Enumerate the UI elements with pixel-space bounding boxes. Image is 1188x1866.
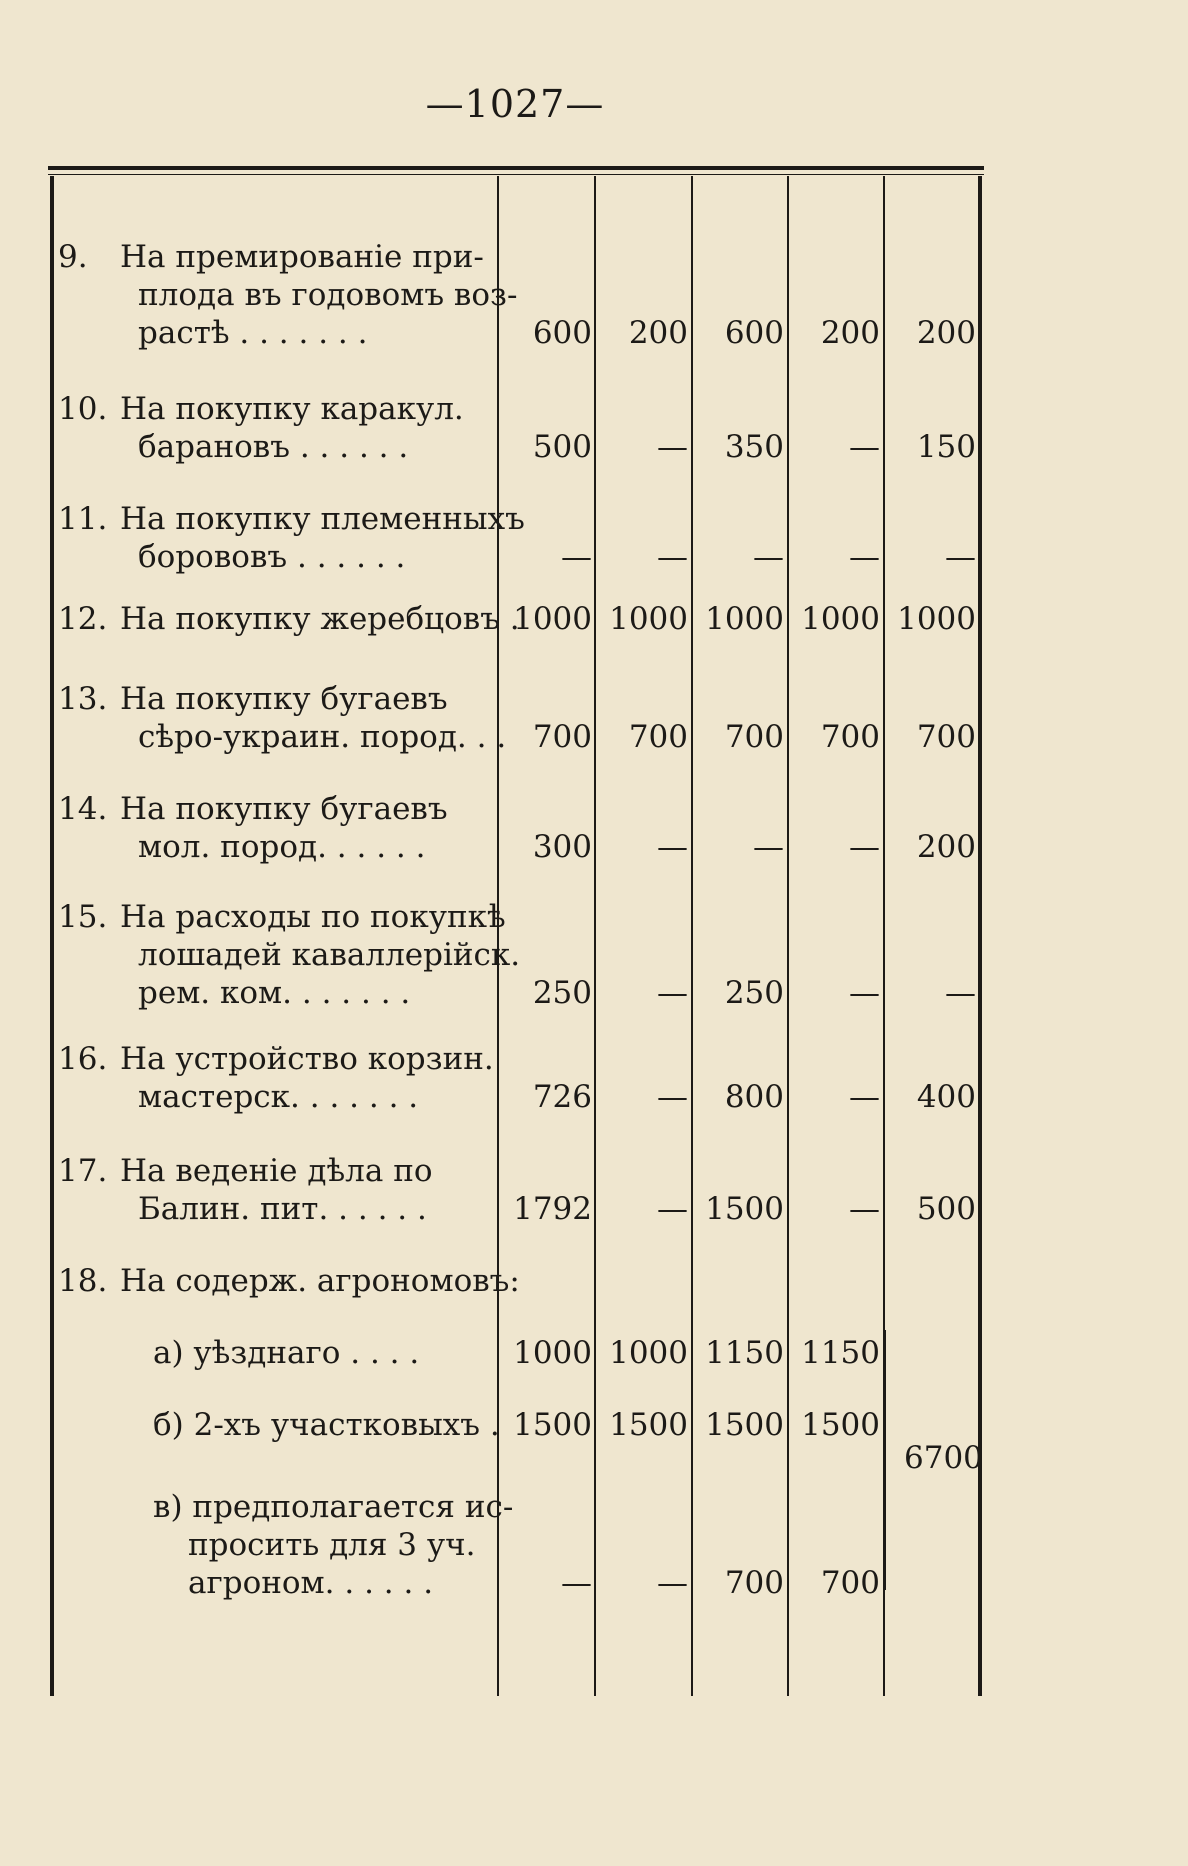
row-description xyxy=(58,790,478,866)
value-cell: 1000 xyxy=(513,601,592,637)
value-cell: — xyxy=(849,1079,880,1115)
page-number: —1027— xyxy=(425,82,605,126)
value-cell: 700 xyxy=(820,719,880,755)
value-cell: 1500 xyxy=(705,1191,784,1227)
value-cell: 400 xyxy=(916,1079,976,1115)
value-cell: 600 xyxy=(724,315,784,351)
value-cell: 250 xyxy=(532,975,592,1011)
value-cell: 700 xyxy=(916,719,976,755)
column-divider xyxy=(691,176,693,1696)
table-top-rule xyxy=(48,166,984,170)
row-number: 16. xyxy=(58,1041,108,1077)
row-text: На премированіе при- xyxy=(120,239,484,275)
value-cell: — xyxy=(945,975,976,1011)
row-text: На устройство корзин. xyxy=(120,1041,494,1077)
value-cell: — xyxy=(945,539,976,575)
subrow-description xyxy=(58,1406,500,1444)
row-description xyxy=(58,1262,520,1300)
row-number: 15. xyxy=(58,899,108,935)
value-cell: 1500 xyxy=(801,1407,880,1443)
row-first-line xyxy=(58,680,478,718)
value-cell: 1000 xyxy=(705,601,784,637)
value-cell: 700 xyxy=(724,1565,784,1601)
value-cell: 1000 xyxy=(801,601,880,637)
value-cell: — xyxy=(657,539,688,575)
value-cell: 700 xyxy=(532,719,592,755)
value-cell: 1792 xyxy=(513,1191,592,1227)
value-cell: 700 xyxy=(820,1565,880,1601)
value-cell: 1000 xyxy=(513,1335,592,1371)
value-cell: — xyxy=(657,1079,688,1115)
row-number: 17. xyxy=(58,1153,108,1189)
value-cell: 1500 xyxy=(705,1407,784,1443)
row-description xyxy=(58,680,507,756)
row-first-line xyxy=(58,1152,478,1190)
value-cell: 250 xyxy=(724,975,784,1011)
row-number: 13. xyxy=(58,681,108,717)
value-cell: 200 xyxy=(916,829,976,865)
row-text-continued: плода въ годовомъ воз- xyxy=(138,277,518,313)
row-first-line xyxy=(58,898,506,936)
value-cell: — xyxy=(657,975,688,1011)
value-cell: — xyxy=(849,1191,880,1227)
subrow-text: а) уѣзднаго . . . . xyxy=(153,1335,420,1371)
subrow-text: б) 2-хъ участковыхъ . xyxy=(153,1407,500,1443)
value-cell: 700 xyxy=(724,719,784,755)
value-cell: 600 xyxy=(532,315,592,351)
row-first-line xyxy=(58,238,484,276)
row-text: На содерж. агрономовъ: xyxy=(120,1263,520,1299)
subtotal-value: 6700 xyxy=(904,1440,983,1476)
value-cell: 1150 xyxy=(705,1335,784,1371)
row-first-line xyxy=(58,790,478,828)
row-description xyxy=(58,238,518,352)
row-text-continued: барановъ . . . . . . xyxy=(138,429,409,465)
row-text-continued: растѣ . . . . . . . xyxy=(138,315,368,351)
row-text-continued: Балин. пит. . . . . . xyxy=(138,1191,427,1227)
value-cell: 200 xyxy=(916,315,976,351)
row-text-continued: мол. пород. . . . . . xyxy=(138,829,426,865)
value-cell: 1000 xyxy=(609,601,688,637)
value-cell: — xyxy=(657,829,688,865)
value-cell: 300 xyxy=(532,829,592,865)
row-text-continued: сѣро-украин. пород. . . xyxy=(138,719,507,755)
value-cell: 500 xyxy=(916,1191,976,1227)
row-first-line xyxy=(58,1040,494,1078)
row-first-line xyxy=(58,1262,520,1300)
value-cell: 1000 xyxy=(609,1335,688,1371)
row-description xyxy=(58,500,525,576)
value-cell: 1500 xyxy=(513,1407,592,1443)
subrow-text: просить для 3 уч. xyxy=(188,1527,476,1563)
subrow-description xyxy=(58,1488,514,1602)
value-cell: 800 xyxy=(724,1079,784,1115)
subrow-description xyxy=(58,1334,478,1372)
row-number: 11. xyxy=(58,501,108,537)
row-text: На покупку жеребцовъ . xyxy=(120,601,520,637)
value-cell: 1000 xyxy=(897,601,976,637)
value-cell: — xyxy=(753,829,784,865)
row-number: 10. xyxy=(58,391,108,427)
value-cell: 500 xyxy=(532,429,592,465)
row-description xyxy=(58,600,520,638)
row-first-line xyxy=(58,600,520,638)
value-cell: 1150 xyxy=(801,1335,880,1371)
row-number: 9. xyxy=(58,239,88,275)
value-cell: 150 xyxy=(916,429,976,465)
value-cell: — xyxy=(561,1565,592,1601)
subrow-text: агроном. . . . . . xyxy=(188,1565,434,1601)
table-left-border xyxy=(50,176,54,1696)
row-number: 12. xyxy=(58,601,108,637)
value-cell: — xyxy=(657,1565,688,1601)
value-cell: 200 xyxy=(628,315,688,351)
column-divider xyxy=(594,176,596,1696)
subrow-text: в) предполагается ис- xyxy=(153,1489,514,1525)
row-first-line xyxy=(58,390,478,428)
row-description xyxy=(58,1152,478,1228)
row-text-continued: рем. ком. . . . . . . xyxy=(138,975,411,1011)
brace-bracket xyxy=(884,1330,900,1590)
row-text: На покупку племенныхъ xyxy=(120,501,525,537)
value-cell: — xyxy=(753,539,784,575)
value-cell: 200 xyxy=(820,315,880,351)
value-cell: 350 xyxy=(724,429,784,465)
row-text-continued: мастерск. . . . . . . xyxy=(138,1079,419,1115)
row-text: На покупку бугаевъ xyxy=(120,681,448,717)
value-cell: 726 xyxy=(532,1079,592,1115)
value-cell: — xyxy=(849,539,880,575)
value-cell: — xyxy=(657,429,688,465)
row-text: На покупку каракул. xyxy=(120,391,464,427)
row-number: 14. xyxy=(58,791,108,827)
row-text-continued: лошадей каваллерійск. xyxy=(138,937,521,973)
row-number: 18. xyxy=(58,1263,108,1299)
value-cell: — xyxy=(849,975,880,1011)
row-description xyxy=(58,390,478,466)
table-top-rule-thin xyxy=(48,174,984,175)
row-description xyxy=(58,898,521,1012)
value-cell: 700 xyxy=(628,719,688,755)
value-cell: — xyxy=(849,429,880,465)
value-cell: — xyxy=(849,829,880,865)
column-divider xyxy=(787,176,789,1696)
row-description xyxy=(58,1040,494,1116)
value-cell: — xyxy=(561,539,592,575)
row-text: На веденіе дѣла по xyxy=(120,1153,433,1189)
value-cell: 1500 xyxy=(609,1407,688,1443)
row-text: На расходы по покупкѣ xyxy=(120,899,506,935)
row-text: На покупку бугаевъ xyxy=(120,791,448,827)
row-first-line xyxy=(58,500,525,538)
value-cell: — xyxy=(657,1191,688,1227)
row-text-continued: борововъ . . . . . . xyxy=(138,539,406,575)
